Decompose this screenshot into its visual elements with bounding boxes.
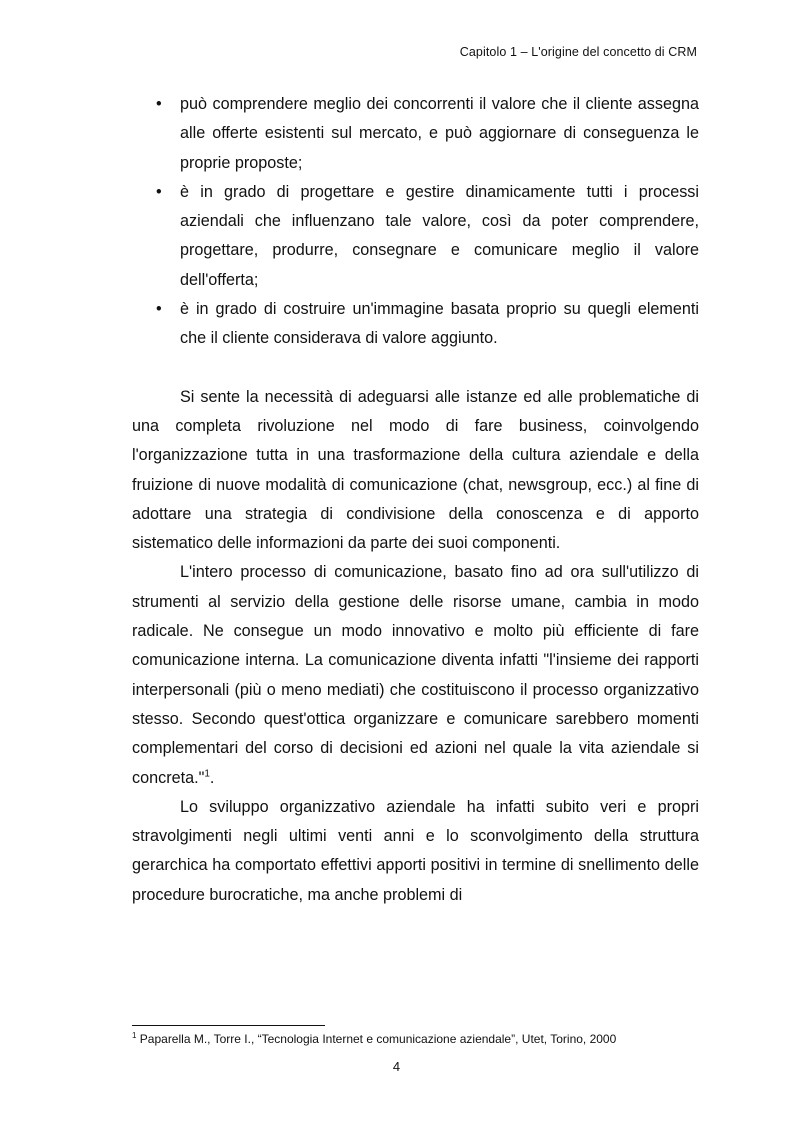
section-spacer: [132, 354, 699, 383]
paragraph-1: Si sente la necessità di adeguarsi alle istanze ed alle problematiche di una completa rivoluzione nel modo di fare business, coinvolgendo l'organizzazione tutta in una trasformazione della cultura aziendale e della fruizione di nuove modalità di comunicazione (chat, newsgroup, ecc.) al fine di adottare una strategia di condivisione della conoscenza e di apporto sistematico delle informazioni da parte dei suoi componenti.: [132, 387, 699, 553]
footnote-reference[interactable]: 1: [204, 768, 210, 780]
list-item-text: può comprendere meglio dei concorrenti il valore che il cliente assegna alle offerte esistenti sul mercato, e può aggiornare di conseguenza le proprie proposte;: [180, 95, 699, 172]
bullet-icon: •: [156, 300, 162, 319]
footnote-text: Paparella M., Torre I., “Tecnologia Internet e comunicazione aziendale”, Utet, Torino, 2000: [136, 1032, 617, 1046]
footnote-divider: [132, 1025, 325, 1026]
paragraph-3: Lo sviluppo organizzativo aziendale ha infatti subito veri e propri stravolgimenti negli ultimi venti anni e lo sconvolgimento della struttura gerarchica ha comportato effettivi apporti positivi in termine di snellimento delle procedure burocratiche, ma anche problemi di: [132, 797, 699, 904]
running-header: Capitolo 1 – L'origine del concetto di CRM: [459, 45, 697, 59]
list-item-text: è in grado di costruire un'immagine basata proprio su quegli elementi che il cliente considerava di valore aggiunto.: [180, 300, 699, 348]
list-item-text: è in grado di progettare e gestire dinamicamente tutti i processi aziendali che influenzano tale valore, così da poter comprendere, progettare, produrre, consegnare e comunicare meglio il valore dell'offerta;: [180, 182, 699, 289]
bullet-list: [132, 90, 699, 354]
paragraph-2-text: L'intero processo di comunicazione, basato fino ad ora sull'utilizzo di strumenti al servizio della gestione delle risorse umane, cambia in modo radicale. Ne consegue un modo innovativo e molto più efficiente di fare comunicazione interna. La comunicazione diventa infatti "l'insieme dei rapporti interpersonali (più o meno mediati) che costituiscono il processo organizzativo stesso. Secondo quest'ottica organizzare e comunicare sarebbero momenti complementari del corso di decisioni ed azioni nel quale la vita aziendale si concreta.": [132, 563, 699, 787]
paragraph-2: [132, 558, 699, 792]
page-number: 4: [392, 1059, 401, 1074]
footnote: [132, 1031, 712, 1047]
bullet-icon: •: [156, 182, 162, 201]
list-item: [132, 295, 699, 354]
list-item: [132, 178, 699, 295]
list-item: [132, 90, 699, 178]
paragraph-2-tail: .: [209, 768, 215, 787]
page-body: [132, 90, 699, 910]
footnote-marker: 1: [132, 1031, 137, 1040]
bullet-icon: •: [156, 95, 162, 113]
